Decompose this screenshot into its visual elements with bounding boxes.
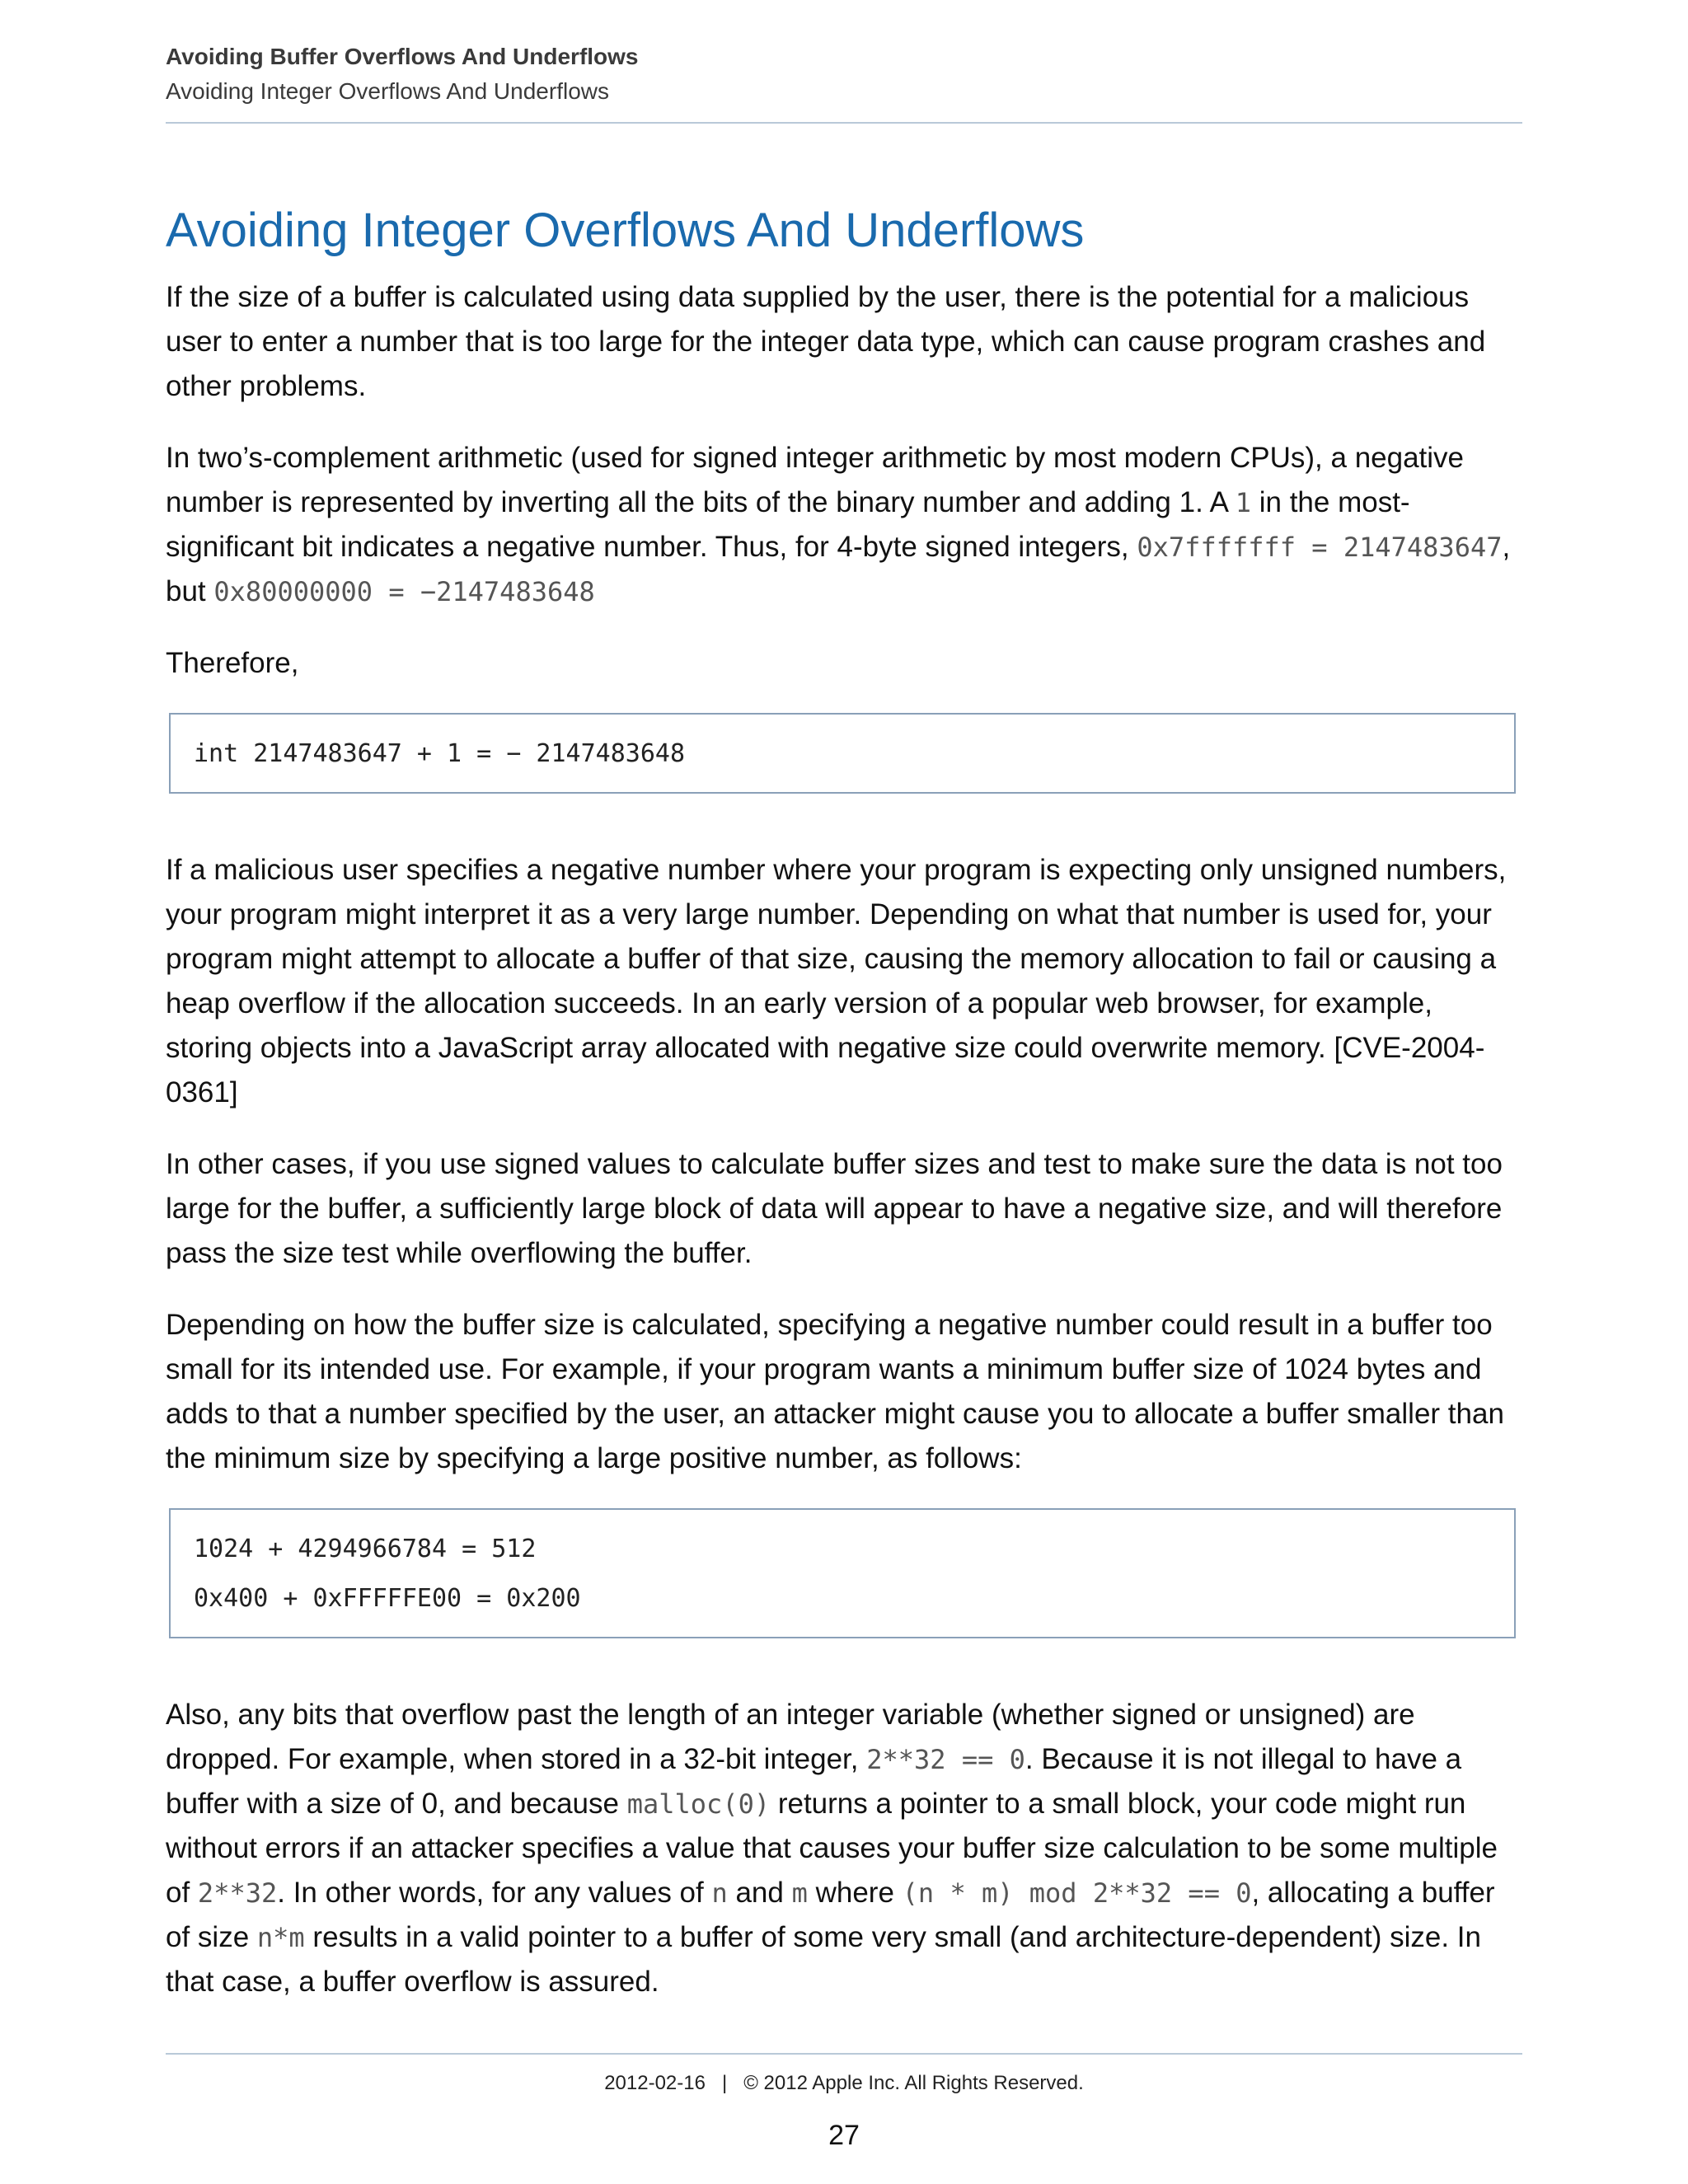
text-run: Also, any bits that overflow past the length of an integer variable (whether signed or unsigned) are dropped. For example, when stored in a 32-bit integer,	[166, 1699, 1415, 1775]
inline-code: 2**32	[197, 1877, 278, 1909]
text-run: in the most-significant bit indicates a negative number. Thus, for 4-byte signed integers,	[166, 486, 1410, 563]
inline-code: n	[711, 1877, 728, 1909]
paragraph-buffer-size: Depending on how the buffer size is calculated, specifying a negative number could result in a buffer too small for its intended use. For example, if your program wants a minimum buffer size of 1024 bytes and adds to that a number specified by the user, an attacker might cause you to allocate a buffer smaller than the minimum size by specifying a large positive number, as follows:	[166, 1309, 1504, 1474]
inline-code: 2**32 == 0	[866, 1744, 1025, 1775]
text-run: , but	[166, 531, 1511, 607]
text-run: results in a valid pointer to a buffer of some very small (and architecture-dependent) size. In that case, a buffer overflow is assured.	[166, 1921, 1481, 1998]
inline-code: 0x7fffffff = 2147483647	[1137, 532, 1503, 563]
main-content	[166, 196, 1522, 2032]
footer-copyright: © 2012 Apple Inc. All Rights Reserved.	[743, 2072, 1084, 2094]
code-line: 1024 + 4294966784 = 512	[194, 1535, 537, 1563]
code-block-buffer-size-example	[169, 1508, 1516, 1638]
document-page	[166, 0, 1522, 2184]
text-run: , allocating a buffer of size	[166, 1877, 1495, 1953]
text-run: and	[727, 1877, 792, 1909]
paragraph-negative-number: If a malicious user specifies a negative number where your program is expecting only unsigned numbers, your program might interpret it as a very large number. Depending on what that number is used for, your program might attempt to allocate a buffer of that size, causing the memory allocation to fail or causing a heap overflow if the allocation succeeds. In an early version of a popular web browser, for example, storing objects into a JavaScript array allocated with negative size could overwrite memory. [CVE-2004-0361]	[166, 854, 1507, 1108]
paragraph-intro: If the size of a buffer is calculated using data supplied by the user, there is the potential for a malicious user to enter a number that is too large for the integer data type, which can cause program crashes and other problems.	[166, 281, 1486, 402]
header-section-title: Avoiding Integer Overflows And Underflows	[166, 78, 609, 104]
footer-date: 2012-02-16	[604, 2072, 706, 2094]
header-chapter-title: Avoiding Buffer Overflows And Underflows	[166, 44, 639, 69]
code-block-overflow-example	[169, 713, 1516, 794]
inline-code: 1	[1235, 487, 1251, 518]
inline-code: 0x80000000 = −2147483648	[213, 576, 595, 607]
text-run: In two’s-complement arithmetic (used for signed integer arithmetic by most modern CPUs), a negative number is represented by inverting all the bits of the binary number and adding 1. A	[166, 442, 1465, 518]
footer-line	[166, 2069, 1522, 2097]
paragraph-dropped-bits	[166, 1693, 1522, 2004]
running-header	[166, 40, 1522, 124]
text-run: . In other words, for any values of	[277, 1877, 712, 1909]
page-number: 27	[828, 2120, 860, 2151]
code-line: 0x400 + 0xFFFFFE00 = 0x200	[194, 1584, 581, 1613]
text-run: where	[807, 1877, 903, 1909]
paragraph-therefore: Therefore,	[166, 647, 299, 679]
paragraph-twos-complement	[166, 436, 1522, 614]
code-line: int 2147483647 + 1 = − 2147483648	[194, 739, 686, 768]
inline-code: (n * m) mod 2**32 == 0	[902, 1877, 1252, 1909]
inline-code: malloc(0)	[626, 1788, 771, 1820]
page-footer	[166, 2053, 1522, 2152]
text-run: returns a pointer to a small block, your code might run without errors if an attacker specifies a value that causes your buffer size calculation to be some multiple of	[166, 1788, 1498, 1909]
inline-code: n*m	[256, 1922, 305, 1953]
paragraph-signed-values: In other cases, if you use signed values to calculate buffer sizes and test to make sure the data is not too large for the buffer, a sufficiently large block of data will appear to have a negative size, and will therefore pass the size test while overflowing the buffer.	[166, 1148, 1503, 1269]
inline-code: m	[791, 1877, 808, 1909]
text-run: . Because it is not illegal to have a buffer with a size of 0, and because	[166, 1743, 1462, 1820]
section-title: Avoiding Integer Overflows And Underflows	[166, 204, 1085, 257]
footer-separator: |	[721, 2072, 728, 2094]
